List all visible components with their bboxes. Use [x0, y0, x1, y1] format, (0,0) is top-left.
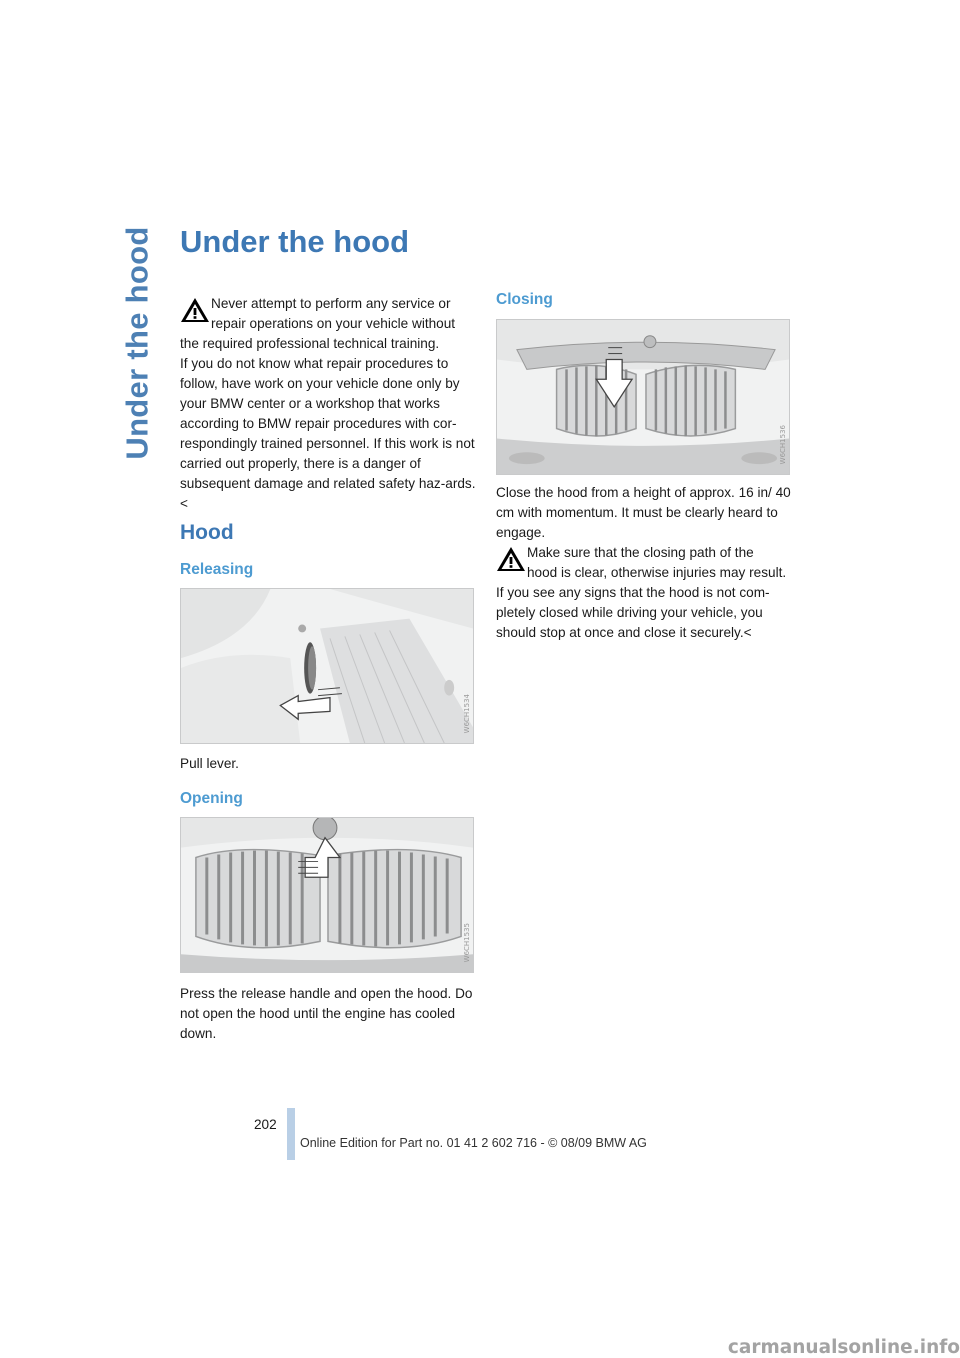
hood-closing-illustration [497, 320, 789, 474]
subheading-releasing: Releasing [180, 561, 254, 578]
figure-opening [180, 817, 474, 973]
intro-warning [180, 294, 476, 514]
footer-bar [287, 1108, 295, 1160]
side-chapter-tab [118, 228, 158, 458]
warning-first-line: Make sure that the closing path of the [527, 545, 754, 560]
warning-paragraph: If you see any signs that the hood is not com-pletely closed while driving your vehicle, you should stop at once and close it securely.< [496, 585, 770, 640]
figure-code: W6CH1535 [463, 922, 471, 962]
warning-paragraph: If you do not know what repair procedures to follow, have work on your vehicle done only by your BMW center or a workshop that works according to BMW repair procedures with cor-respondingly trained personnel. If this work is not carried out properly, there is a danger of subsequent damage and related safety haz-ards.< [180, 356, 476, 511]
footer-edition-text: Online Edition for Part no. 01 41 2 602 716 - © 08/09 BMW AG [300, 1136, 647, 1150]
figure-releasing [180, 588, 474, 744]
closing-text: Close the hood from a height of approx. 16 in/ 40 cm with momentum. It must be clearly heard to engage. [496, 485, 791, 540]
figure-closing [496, 319, 790, 475]
page-title: Under the hood [180, 224, 410, 259]
subheading-opening: Opening [180, 790, 243, 807]
warning-text: repair operations on your vehicle without the required professional technical training. [180, 316, 456, 351]
closing-warning [496, 543, 792, 643]
section-heading-hood: Hood [180, 521, 234, 544]
caption-releasing: Pull lever. [180, 756, 239, 771]
side-chapter-tab-label: Under the hood [120, 226, 156, 460]
warning-first-line: Never attempt to perform any service or [211, 296, 451, 311]
warning-triangle-icon [180, 297, 210, 323]
caption-opening: Press the release handle and open the hood. Do not open the hood until the engine has cooled down. [180, 986, 473, 1041]
warning-text: hood is clear, otherwise injuries may result. [527, 565, 787, 580]
hood-release-handle-illustration [181, 818, 473, 972]
warning-triangle-icon [496, 546, 526, 572]
watermark: carmanualsonline.info [727, 1337, 960, 1358]
page-number: 202 [254, 1117, 277, 1132]
hood-release-lever-illustration [181, 589, 473, 743]
subheading-closing: Closing [496, 291, 553, 308]
figure-code: W6CH1534 [463, 693, 471, 733]
figure-code: W6CH1536 [779, 424, 787, 464]
